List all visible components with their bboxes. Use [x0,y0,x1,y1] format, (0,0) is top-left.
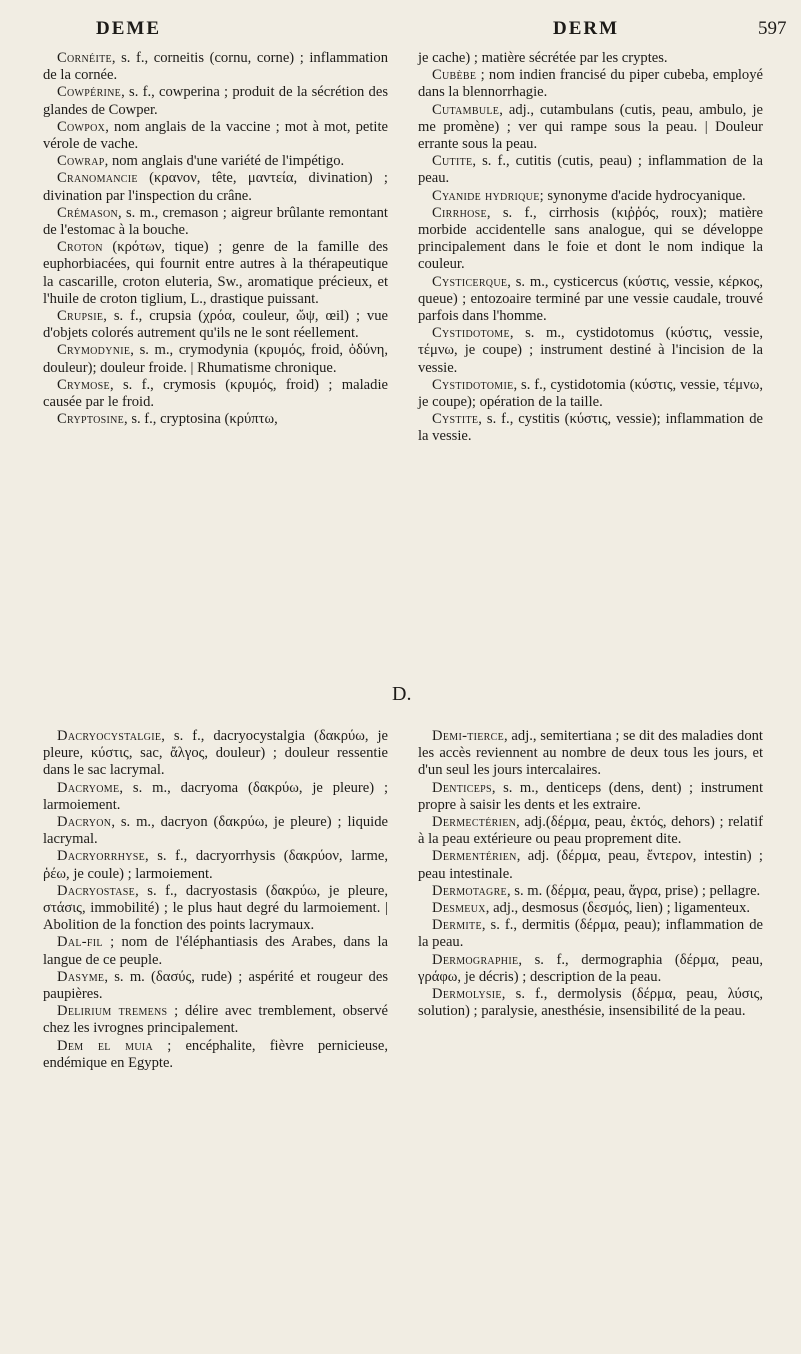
entry-definition: , s. f., cowperina ; produit de la sécrétion des glandes de Cowper. [43,84,388,118]
entry-definition: , s. m., dacryoma (δακρύω, je pleure) ; larmoiement. [43,779,388,813]
entry-definition: (κρανον, tête, μαντεία, divination) ; divination par l'inspection du crâne. [43,170,388,204]
dictionary-entry [43,1003,388,1037]
dictionary-entry [418,50,763,67]
entry-definition: ; nom de l'éléphantiasis des Arabes, dans la langue de ce peuple. [43,934,388,968]
entry-headword: Dacryostase [57,882,136,899]
dictionary-entry [418,952,763,986]
dictionary-entry [418,728,763,780]
entry-headword: Cryptosine [57,411,125,428]
dictionary-entry [43,84,388,118]
entry-definition: , adj., desmosus (δεσμός, lien) ; ligamenteux. [485,900,751,917]
dictionary-entry [418,848,763,882]
column-bottom-left [43,728,388,1072]
section-letter: D. [392,683,412,705]
dictionary-entry [418,102,763,154]
dictionary-entry [418,917,763,951]
entry-headword: Cutite [432,153,473,170]
entry-definition: , s. f., cirrhosis (κιῤῥός, roux); matière morbide accidentelle sans analogue, qui se développe principalement dans le foie et dont le nom indique la couleur. [418,204,763,273]
entry-definition: , s. f., cystidotomia (κύστις, vessie, τέμνω, je coupe); opération de la taille. [418,376,763,411]
entry-headword: Cubèbe [432,67,477,84]
dictionary-entry [418,377,763,411]
dictionary-entry [418,986,763,1020]
entry-definition: ; encéphalite, fièvre pernicieuse, endémique en Egypte. [43,1037,388,1071]
entry-definition: ; nom indien francisé du piper cubeba, employé dans la blennorrhagie. [418,67,763,101]
entry-headword: Crémason [57,204,119,221]
entry-definition: , s. f., dermitis (δέρμα, peau); inflammation de la peau. [418,917,763,951]
dictionary-entry [418,411,763,445]
dictionary-entry [43,883,388,935]
entry-definition: , s. f., cutitis (cutis, peau) ; inflammation de la peau. [418,153,763,187]
running-head-right: DERM [553,18,620,39]
entry-headword: Cyanide hydrique [432,187,540,204]
entry-headword: Dacryocystalgie [57,728,162,744]
dictionary-entry [418,274,763,326]
entry-headword: Cornéite [57,50,112,66]
page-header [0,18,801,42]
entry-definition: , nom anglais de la vaccine ; mot à mot, petite vérole de vache. [43,118,388,153]
entry-headword: Dem el muia [57,1037,154,1054]
entry-headword: Cirrhose [432,204,487,221]
dictionary-entry [43,170,388,204]
entry-definition: , s. m., denticeps (dens, dent) ; instrument propre à saisir les dents et les extraire. [418,779,763,813]
entry-definition: , s. f., dermographia (δέρμα, peau, γράφω, je décris) ; description de la peau. [418,951,763,985]
dictionary-entry [43,969,388,1003]
entry-headword: Crymose [57,376,110,393]
entry-definition: , s. m., cysticercus (κύστις, vessie, κέρκος, queue) ; entozoaire terminé par une vessie caudale, trouvé parfois dans l'homme. [418,273,763,325]
entry-headword: Cowrap [57,153,105,170]
entry-headword: Cysticerque [432,273,508,290]
column-bottom-right [418,728,763,1020]
dictionary-entry [418,153,763,187]
dictionary-entry [418,883,763,900]
dictionary-entry [43,342,388,376]
entry-headword: Dermolysie [432,986,502,1003]
dictionary-entry [43,848,388,882]
entry-definition: , s. f., cystitis (κύστις, vessie); inflammation de la vessie. [418,411,763,445]
entry-headword: Cutambule [432,101,500,118]
dictionary-entry [418,325,763,377]
entry-headword: Dermotagre [432,882,507,899]
entry-definition: , s. f., crymosis (κρυμός, froid) ; maladie causée par le froid. [43,376,388,411]
entry-headword: Cranomancie [57,170,138,187]
entry-definition: , s. f., corneitis (cornu, corne) ; inflammation de la cornée. [43,50,388,84]
entry-definition: , s. m., cremason ; aigreur brûlante remontant de l'estomac à la bouche. [43,204,388,239]
entry-headword: Dermentérien [432,848,517,865]
entry-definition: , adj., semitertiana ; se dit des maladies dont les accès reviennent au nombre de deux tous les jours, et d'un seul les jours intercalaires. [418,728,763,779]
dictionary-entry [43,377,388,411]
entry-headword: Desmeux [432,900,486,917]
entry-definition: , s. f., dacryorrhysis (δακρύον, larme, ῥέω, je coule) ; larmoiement. [43,848,388,882]
page-number: 597 [758,18,787,39]
dictionary-entry [43,814,388,848]
entry-definition: , s. m., crymodynia (κρυμός, froid, ὀδύνη, douleur); douleur froide. | Rhumatisme chronique. [43,342,388,376]
column-top-right [418,50,763,446]
entry-headword: Cystidotomie [432,376,514,393]
column-top-left [43,50,388,428]
entry-definition: , adj.(δέρμα, peau, ἐκτός, dehors) ; relatif à la peau extérieure ou peau proprement dite. [418,814,763,848]
dictionary-entry [418,188,763,205]
entry-definition: , s. m., dacryon (δακρύω, je pleure) ; liquide lacrymal. [43,814,388,848]
entry-definition: , adj., cutambulans (cutis, peau, ambulo, je me promène) ; ver qui rampe sous la peau. | Douleur errante sous la peau. [418,101,763,153]
dictionary-entry [43,780,388,814]
entry-headword: Dacryome [57,779,120,796]
entry-headword: Dal-fil [57,934,103,951]
entry-headword: Cystite [432,411,479,428]
entry-definition: (κρότων, tique) ; genre de la famille des euphorbiacées, qui fournit entre autres à la thérapeutique la cascarille, croton eluteria, Sw., aromatique précieux, et l'huile de croton tiglium, L., drastique puissant. [43,239,388,307]
entry-headword: Crupsie [57,308,104,325]
dictionary-entry [43,308,388,342]
entry-definition: , s. m. (δέρμα, peau, ἄγρα, prise) ; pellagre. [506,882,761,899]
dictionary-entry [43,205,388,239]
dictionary-entry [418,900,763,917]
entry-headword: Dasyme [57,968,105,985]
running-head-left: DEME [96,18,161,39]
entry-headword: Delirium tremens [57,1003,168,1020]
entry-headword: Dacryon [57,814,112,831]
dictionary-entry [418,205,763,274]
entry-definition: ; délire avec tremblement, observé chez les ivrognes principalement. [43,1003,388,1037]
dictionary-entry [418,780,763,814]
entry-definition: , s. m. (δασύς, rude) ; aspérité et rougeur des paupières. [43,968,388,1003]
entry-headword: Cowpox [57,118,106,135]
entry-definition: , s. f., crupsia (χρόα, couleur, ὤψ, œil) ; vue d'objets colorés autrement qu'ils ne le sont réellement. [43,308,388,342]
entry-headword: Denticeps [432,779,492,796]
entry-headword: Dacryorrhyse [57,848,146,865]
entry-headword: Dermographie [432,951,519,968]
dictionary-entry [418,814,763,848]
dictionary-entry [43,728,388,780]
dictionary-entry [43,1038,388,1072]
dictionary-entry [43,934,388,968]
entry-headword: Crymodynie [57,342,131,359]
entry-headword: Demi-tierce [432,728,505,744]
dictionary-entry [418,67,763,101]
dictionary-entry [43,50,388,84]
entry-definition: , s. f., cryptosina (κρύπτω, [124,411,278,428]
entry-definition: , s. f., dacryocystalgia (δακρύω, je pleure, κύστις, sac, ἄλγος, douleur) ; douleur ressentie dans le sac lacrymal. [43,728,388,779]
entry-headword: Cystidotome [432,325,510,342]
dictionary-entry [43,239,388,308]
entry-headword: Cowpérine [57,84,122,101]
entry-definition: , s. f., dermolysis (δέρμα, peau, λύσις, solution) ; paralysie, anesthésie, insensibilité de la peau. [418,986,763,1020]
entry-definition: , s. m., cystidotomus (κύστις, vessie, τέμνω, je coupe) ; instrument destiné à l'incision de la vessie. [418,325,763,376]
entry-definition: ; synonyme d'acide hydrocyanique. [539,187,746,204]
entry-definition: , adj. (δέρμα, peau, ἔντερον, intestin) ; peau intestinale. [418,848,763,882]
dictionary-entry [43,119,388,153]
entry-definition: , nom anglais d'une variété de l'impétigo. [104,153,345,170]
entry-headword: Dermite [432,917,482,934]
dictionary-entry [43,153,388,170]
entry-headword: Dermectérien [432,814,517,831]
entry-headword: Croton [57,239,103,256]
dictionary-entry [43,411,388,428]
entry-definition: , s. f., dacryostasis (δακρύω, je pleure, στάσις, immobilité) ; le plus haut degré du larmoiement. | Abolition de la fonction des points lacrymaux. [43,882,388,934]
entry-definition: je cache) ; matière sécrétée par les cryptes. [418,50,668,66]
